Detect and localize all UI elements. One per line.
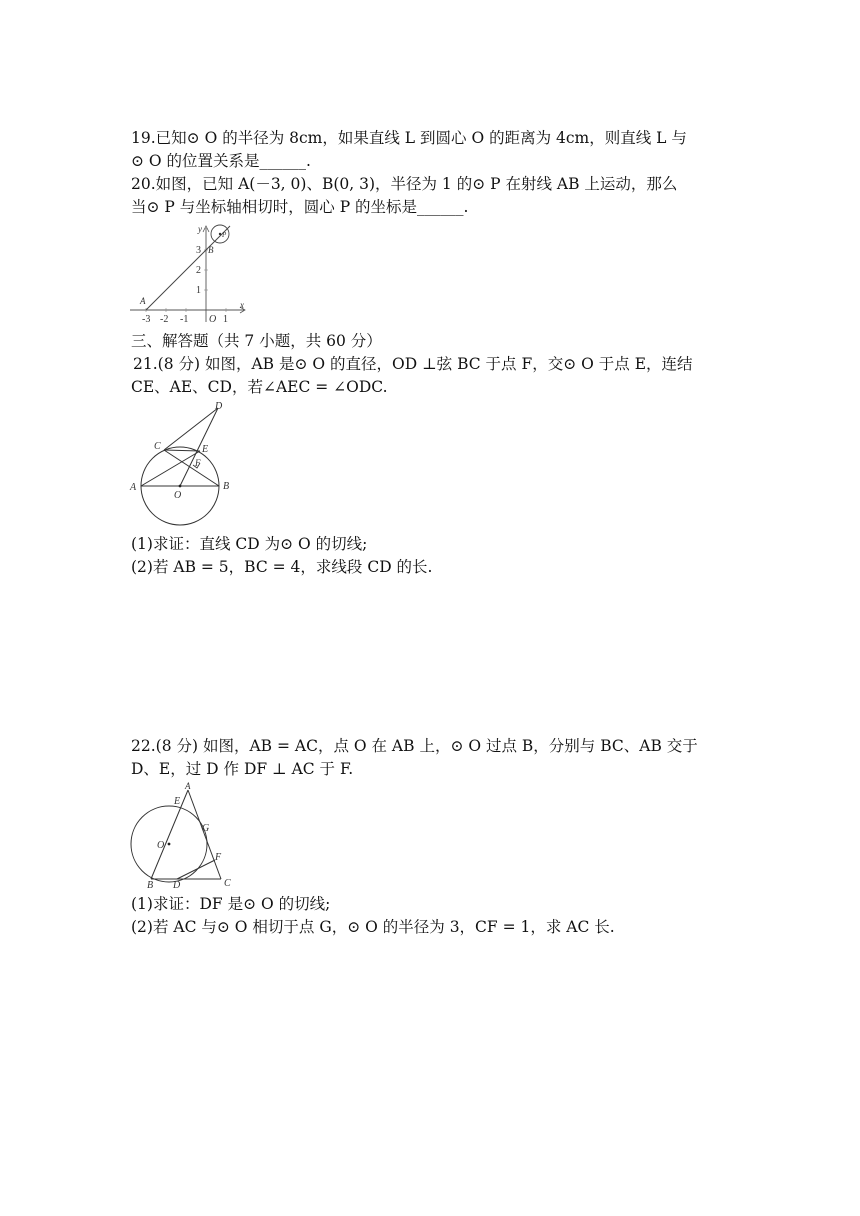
q20-ytick-2: 1 [196,285,201,296]
q20-line-2: 当⊙ P 与坐标轴相切时，圆心 P 的坐标是______. [131,198,469,216]
q20-label-p: P [222,231,227,239]
q20-x-label: x [240,300,244,310]
q22-geometry-diagram [124,780,240,892]
q20-xtick-4: 1 [223,314,228,325]
q21-part-1: (1)求证：直线 CD 为⊙ O 的切线; [131,535,368,553]
q22-segment-df [177,860,215,879]
q22-part-1: (1)求证：DF 是⊙ O 的切线; [131,895,331,913]
q20-xtick-0: -3 [142,314,151,325]
q21-tangent-cd [164,408,218,450]
q20-xtick-2: -1 [180,314,189,325]
q22-label-c: C [224,878,231,889]
q20-ytick-1: 2 [196,265,201,276]
q21-label-c: C [154,441,161,452]
q21-center-o [179,485,182,488]
q22-label-g: G [202,823,210,834]
q21-line-1: 21.(8 分) 如图，AB 是⊙ O 的直径，OD ⊥弦 BC 于点 F，交⊙ O 于点 E，连结 [133,355,693,373]
q22-label-b: B [147,880,154,891]
q21-figure [124,398,240,534]
q20-label-a: A [140,296,146,306]
q20-xtick-origin: O [209,314,217,325]
q21-label-o: O [174,490,182,501]
q22-line-1: 22.(8 分) 如图，AB = AC，点 O 在 AB 上，⊙ O 过点 B，分别与 BC、AB 交于 [131,737,698,755]
q21-label-f: F [195,458,201,468]
q20-coordinate-diagram [128,222,252,326]
q20-xtick-1: -2 [160,314,169,325]
q22-figure [124,780,240,896]
q21-label-a: A [130,482,137,493]
q20-ray-ab [146,226,230,310]
q22-label-e: E [174,796,181,807]
q19-line-2: ⊙ O 的位置关系是______. [131,152,311,170]
q20-ytick-0: 3 [196,245,201,256]
q20-figure [128,222,252,330]
q21-part-2: (2)若 AB = 5，BC = 4，求线段 CD 的长. [131,558,433,576]
q22-part-2: (2)若 AC 与⊙ O 相切于点 G，⊙ O 的半径为 3，CF = 1，求 AC 长. [131,918,615,936]
q22-label-o: O [157,840,165,851]
q22-label-d: D [173,880,181,891]
q22-label-f: F [215,852,222,863]
q21-geometry-diagram [124,398,240,530]
q20-center-p [219,233,221,235]
section-heading: 三、解答题（共 7 小题，共 60 分） [131,332,382,350]
q22-side-ab [151,790,188,879]
q19-line-1: 19.已知⊙ O 的半径为 8cm，如果直线 L 到圆心 O 的距离为 4cm，则直线 L 与 [131,129,687,147]
q21-label-e: E [202,444,209,455]
q21-segment-ae [141,451,200,486]
q22-center-o [168,843,171,846]
q21-line-2: CE、AE、CD，若∠AEC = ∠ODC. [131,378,388,396]
q21-label-d: D [215,401,223,412]
q20-line-1: 20.如图，已知 A(－3, 0)、B(0, 3)，半径为 1 的⊙ P 在射线 AB 上运动，那么 [131,175,678,193]
q21-label-b: B [223,481,230,492]
q22-label-a: A [185,781,191,791]
q20-y-label: y [198,224,202,234]
q22-line-2: D、E，过 D 作 DF ⊥ AC 于 F. [131,760,354,778]
q20-label-b: B [208,245,214,255]
